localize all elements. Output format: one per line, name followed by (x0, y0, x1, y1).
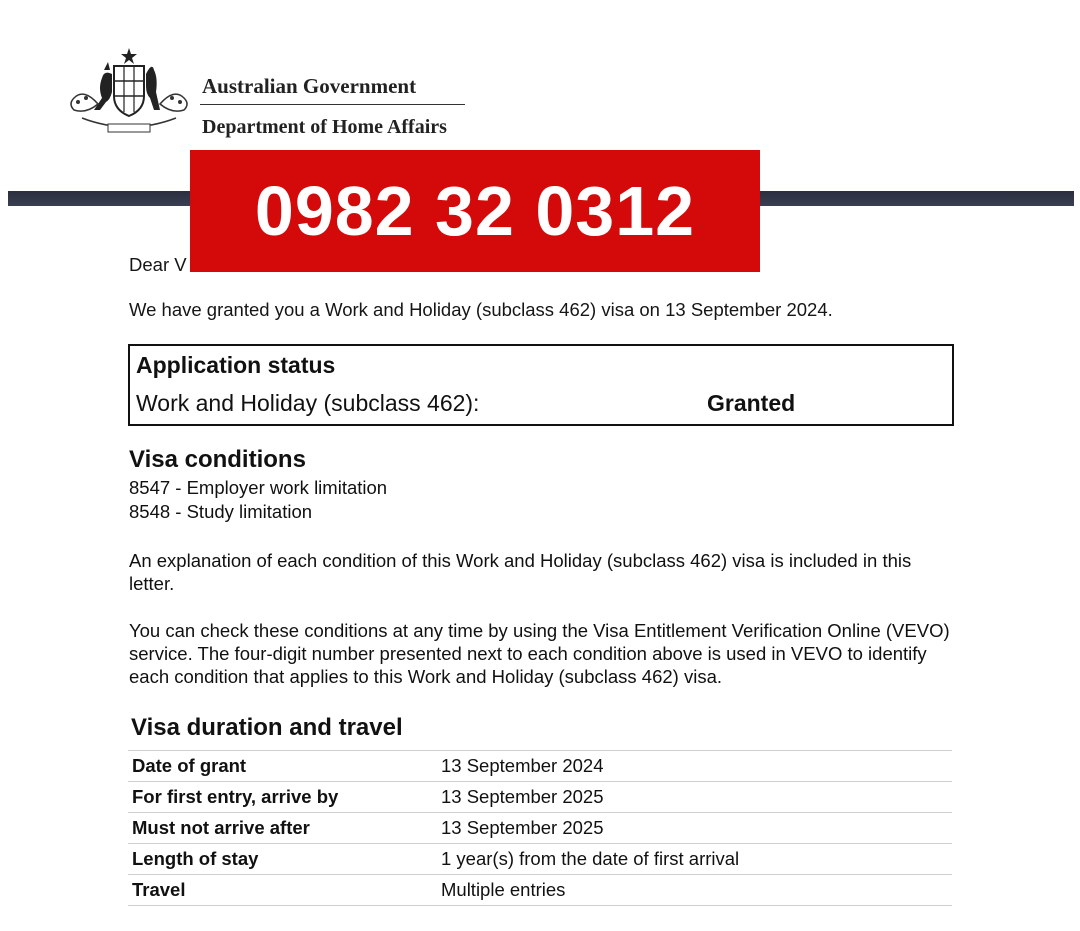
table-row (128, 844, 952, 875)
condition-item: 8548 - Study limitation (129, 501, 313, 522)
status-value: Granted (707, 390, 796, 416)
table-row (128, 782, 952, 813)
salutation: Dear V (129, 254, 187, 275)
row-label: Date of grant (128, 751, 437, 782)
phone-number: 0982 32 0312 (254, 172, 696, 250)
visa-duration-heading: Visa duration and travel (131, 714, 403, 741)
department-name: Department of Home Affairs (202, 116, 447, 138)
row-value: 13 September 2024 (437, 751, 952, 782)
visa-conditions-heading: Visa conditions (129, 446, 306, 473)
row-label: Length of stay (128, 844, 437, 875)
condition-item: 8547 - Employer work limitation (129, 477, 388, 498)
row-label: Travel (128, 875, 437, 906)
header-divider (200, 104, 465, 105)
row-label: For first entry, arrive by (128, 782, 437, 813)
visa-duration-table (128, 750, 952, 906)
table-row (128, 751, 952, 782)
application-status-box (128, 344, 954, 426)
coat-of-arms-icon (64, 44, 194, 142)
conditions-list (129, 476, 387, 524)
grant-statement: We have granted you a Work and Holiday (subclass 462) visa on 13 September 2024. (129, 299, 833, 320)
table-row (128, 875, 952, 906)
government-name: Australian Government (202, 74, 417, 98)
row-value: 13 September 2025 (437, 782, 952, 813)
status-visa-name: Work and Holiday (subclass 462): (136, 390, 480, 416)
status-title: Application status (136, 352, 336, 378)
conditions-explanation: An explanation of each condition of this Work and Holiday (subclass 462) visa is included in this letter. (129, 550, 912, 594)
row-value: 13 September 2025 (437, 813, 952, 844)
phone-number-banner (190, 150, 760, 272)
vevo-paragraph: You can check these conditions at any time by using the Visa Entitlement Verification Online (VEVO) service. The four-digit number presented next to each condition above is used in VEVO to identify each condition that applies to this Work and Holiday (subclass 462) visa. (129, 620, 950, 687)
row-value: 1 year(s) from the date of first arrival (437, 844, 952, 875)
table-row (128, 813, 952, 844)
row-label: Must not arrive after (128, 813, 437, 844)
row-value: Multiple entries (437, 875, 952, 906)
